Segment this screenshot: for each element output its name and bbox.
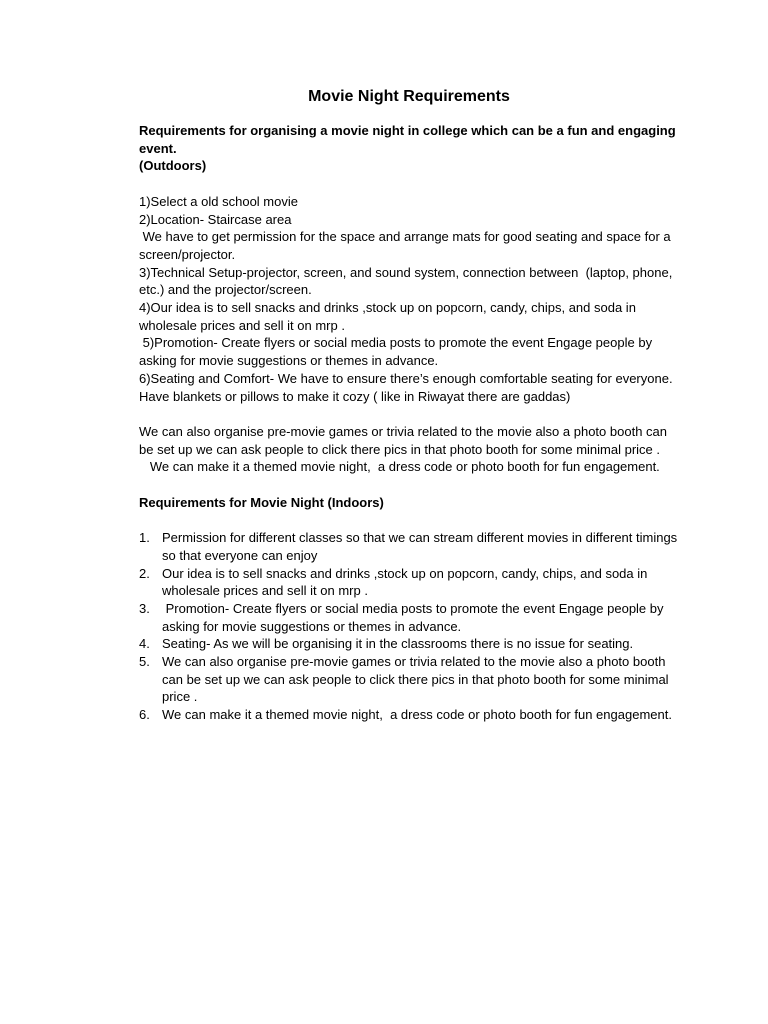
list-item-text: Promotion- Create flyers or social media posts to promote the event Engage people by asking for movie suggestions or themes in advance. <box>162 600 668 634</box>
list-item-text: Our idea is to sell snacks and drinks ,stock up on popcorn, candy, chips, and soda in wholesale prices and sell it on mrp . <box>162 565 648 599</box>
list-item-number: 6. <box>139 707 150 723</box>
list-item-text: Permission for different classes so that we can stream different movies in different timings so that everyone can enjoy <box>162 530 678 563</box>
list-item <box>139 635 679 653</box>
outdoor-item: 4)Our idea is to sell snacks and drinks ,stock up on popcorn, candy, chips, and soda in wholesale prices and sell it on mrp . <box>139 300 636 333</box>
list-item <box>139 706 679 724</box>
spacer <box>139 476 679 494</box>
outdoor-item: 3)Technical Setup-projector, screen, and sound system, connection between (laptop, phone, etc.) and the projector/screen. <box>139 264 676 298</box>
intro-outdoors-label: (Outdoors) <box>139 158 207 174</box>
extra-paragraph: We can make it a themed movie night, a dress code or photo booth for fun engagement. <box>139 459 660 475</box>
document-page <box>139 86 679 724</box>
list-item-number: 3. <box>139 600 150 616</box>
list-item-number: 5. <box>139 654 150 670</box>
outdoor-item: 2)Location- Staircase area <box>139 211 292 227</box>
spacer <box>139 511 679 529</box>
list-item <box>139 565 679 600</box>
extra-paragraph: We can also organise pre-movie games or trivia related to the movie also a photo booth can be set up we can ask people to click there pics in that photo booth for some minimal price . <box>139 423 667 457</box>
list-item-number: 4. <box>139 636 150 652</box>
document-title: Movie Night Requirements <box>308 88 510 105</box>
outdoor-item: 5)Promotion- Create flyers or social media posts to promote the event Engage people by asking for movie suggestions or themes in advance. <box>139 335 656 369</box>
outdoor-item: 1)Select a old school movie <box>139 193 298 209</box>
intro-line: Requirements for organising a movie night in college which can be a fun and engaging <box>139 123 676 138</box>
list-item <box>139 529 679 564</box>
list-item <box>139 600 679 635</box>
intro-line: event. <box>139 140 177 156</box>
indoor-heading: Requirements for Movie Night (Indoors) <box>139 494 384 510</box>
list-item-number: 2. <box>139 565 150 581</box>
outdoor-item: 6)Seating and Comfort- We have to ensure there’s enough comfortable seating for everyone. Have blankets or pillows to make it cozy ( like in Riwayat there are gaddas) <box>139 370 673 404</box>
outdoor-item: We have to get permission for the space and arrange mats for good seating and space for a screen/projector. <box>139 229 675 262</box>
indoor-list <box>139 529 679 724</box>
list-item <box>139 653 679 706</box>
list-item-text: We can also organise pre-movie games or trivia related to the movie also a photo booth can be set up we can ask people to click there pics in that photo booth for some minimal price . <box>162 654 669 705</box>
list-item-text: Seating- As we will be organising it in the classrooms there is no issue for seating. <box>162 636 634 652</box>
spacer <box>139 405 679 423</box>
list-item-text: We can make it a themed movie night, a dress code or photo booth for fun engagement. <box>162 707 672 723</box>
spacer <box>139 175 679 193</box>
list-item-number: 1. <box>139 530 150 546</box>
